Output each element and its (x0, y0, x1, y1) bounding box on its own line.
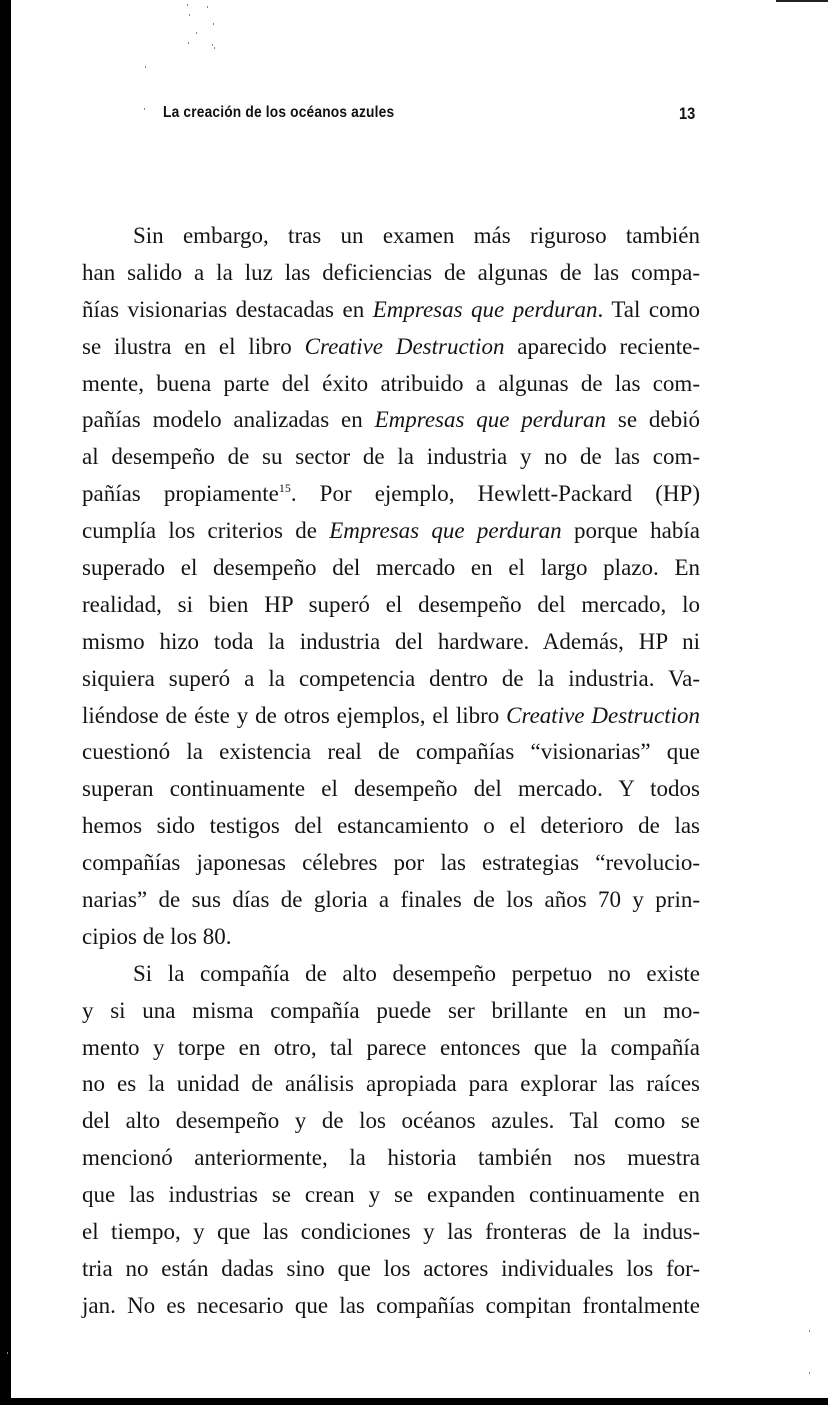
text-segment: tria no están dadas sino que los actores individuales los for- (82, 1255, 700, 1281)
text-segment: superan continuamente el desempeño del mercado. Y todos (82, 776, 700, 802)
scan-speckle (214, 47, 215, 49)
text-line (82, 329, 700, 366)
scan-speckle (188, 42, 189, 44)
text-segment: el tiempo, y que las condiciones y las fronteras de la indus- (82, 1219, 700, 1245)
text-segment: al desempeño de su sector de la industria y no de las com- (82, 444, 700, 470)
page-number: 13 (679, 104, 696, 123)
text-line (82, 1177, 700, 1214)
paragraph (82, 956, 700, 1325)
text-segment: . Por ejemplo, Hewlett-Packard (HP) (290, 481, 700, 507)
text-segment: porque había (561, 518, 700, 544)
scan-speckle (196, 32, 197, 34)
text-line (82, 1214, 700, 1251)
text-line (82, 956, 700, 993)
text-segment: realidad, si bien HP superó el desempeño del mercado, lo (82, 591, 700, 617)
text-line (82, 993, 700, 1030)
text-line (82, 587, 700, 624)
text-line (82, 513, 700, 550)
text-line (82, 218, 700, 255)
scan-edge-left (0, 0, 11, 1405)
text-segment: Sin embargo, tras un examen más riguroso también (133, 223, 700, 248)
scan-speckle (213, 23, 214, 25)
text-segment: compañías japonesas célebres por las estrategias “revolucio- (82, 850, 700, 876)
text-segment: se ilustra en el libro (82, 333, 305, 359)
scan-speckle (809, 1330, 810, 1332)
text-segment: aparecido reciente- (504, 333, 700, 359)
text-line (82, 734, 700, 771)
scan-speckle (809, 1372, 810, 1374)
text-line (82, 771, 700, 808)
paragraph (82, 218, 700, 956)
text-segment: . Tal como (597, 296, 700, 322)
book-title: Creative Destruction (506, 702, 700, 728)
text-line (82, 366, 700, 403)
text-line (82, 1030, 700, 1067)
text-line (82, 624, 700, 661)
scan-speckle (145, 66, 146, 68)
text-segment: narias” de sus días de gloria a finales de los años 70 y prin- (82, 887, 700, 913)
footnote-reference: 15 (278, 481, 291, 496)
text-segment: se debió (606, 407, 700, 433)
text-line (82, 1066, 700, 1103)
text-line (82, 550, 700, 587)
text-line (82, 698, 700, 735)
text-line (82, 882, 700, 919)
body-text (82, 218, 700, 1325)
text-segment: del alto desempeño y de los océanos azules. Tal como se (82, 1108, 700, 1134)
scan-speckle (7, 1352, 8, 1354)
text-segment: hemos sido testigos del estancamiento o el deterioro de las (82, 813, 700, 839)
text-line (82, 255, 700, 292)
scan-speckle (144, 108, 145, 110)
text-line (82, 1103, 700, 1140)
text-segment: superado el desempeño del mercado en el largo plazo. En (82, 555, 700, 581)
text-line (82, 919, 700, 956)
text-line (82, 402, 700, 439)
text-segment: cuestionó la existencia real de compañías “visionarias” que (82, 739, 700, 765)
scan-edge-bottom (0, 1398, 828, 1405)
text-segment: siquiera superó a la competencia dentro de la industria. Va- (82, 665, 700, 691)
running-head (163, 104, 636, 128)
text-line (82, 292, 700, 329)
text-segment: liéndose de éste y de otros ejemplos, el libro (82, 702, 507, 728)
scan-speckle (207, 6, 208, 8)
text-segment: Si la compañía de alto desempeño perpetuo no existe (133, 960, 700, 986)
text-line (82, 845, 700, 882)
text-line (82, 1288, 700, 1325)
text-segment: cumplía los criterios de (82, 518, 330, 544)
scan-speckle (187, 4, 188, 6)
text-segment: mento y torpe en otro, tal parece entonces que la compañía (82, 1034, 700, 1060)
text-segment: ñías visionarias destacadas en (82, 296, 373, 322)
running-head-title: La creación de los océanos azules (163, 104, 395, 121)
scan-speckle (212, 44, 213, 46)
scan-speckle (189, 14, 190, 16)
text-segment: mente, buena parte del éxito atribuido a algunas de las com- (82, 370, 700, 396)
book-title: Empresas que perduran (372, 296, 598, 322)
text-segment: pañías propiamente (82, 481, 279, 507)
text-segment: mencionó anteriormente, la historia también nos muestra (82, 1145, 700, 1171)
text-segment: han salido a la luz las deficiencias de algunas de las compa- (82, 259, 700, 285)
text-segment: cipios de los 80. (82, 923, 232, 949)
book-title: Creative Destruction (304, 333, 505, 359)
scan-mark-top-right (776, 0, 828, 2)
text-segment: mismo hizo toda la industria del hardware. Además, HP ni (82, 628, 700, 654)
text-segment: pañías modelo analizadas en (82, 407, 375, 433)
text-segment: no es la unidad de análisis apropiada para explorar las raíces (82, 1071, 700, 1097)
text-line (82, 661, 700, 698)
book-title: Empresas que perduran (374, 407, 607, 433)
text-line (82, 476, 700, 513)
text-segment: jan. No es necesario que las compañías compitan frontalmente (82, 1292, 700, 1318)
text-line (82, 439, 700, 476)
text-segment: que las industrias se crean y se expanden continuamente en (82, 1182, 700, 1208)
text-segment: y si una misma compañía puede ser brillante en un mo- (82, 997, 700, 1023)
text-line (82, 1140, 700, 1177)
text-line (82, 808, 700, 845)
text-line (82, 1251, 700, 1288)
book-title: Empresas que perduran (329, 518, 562, 544)
